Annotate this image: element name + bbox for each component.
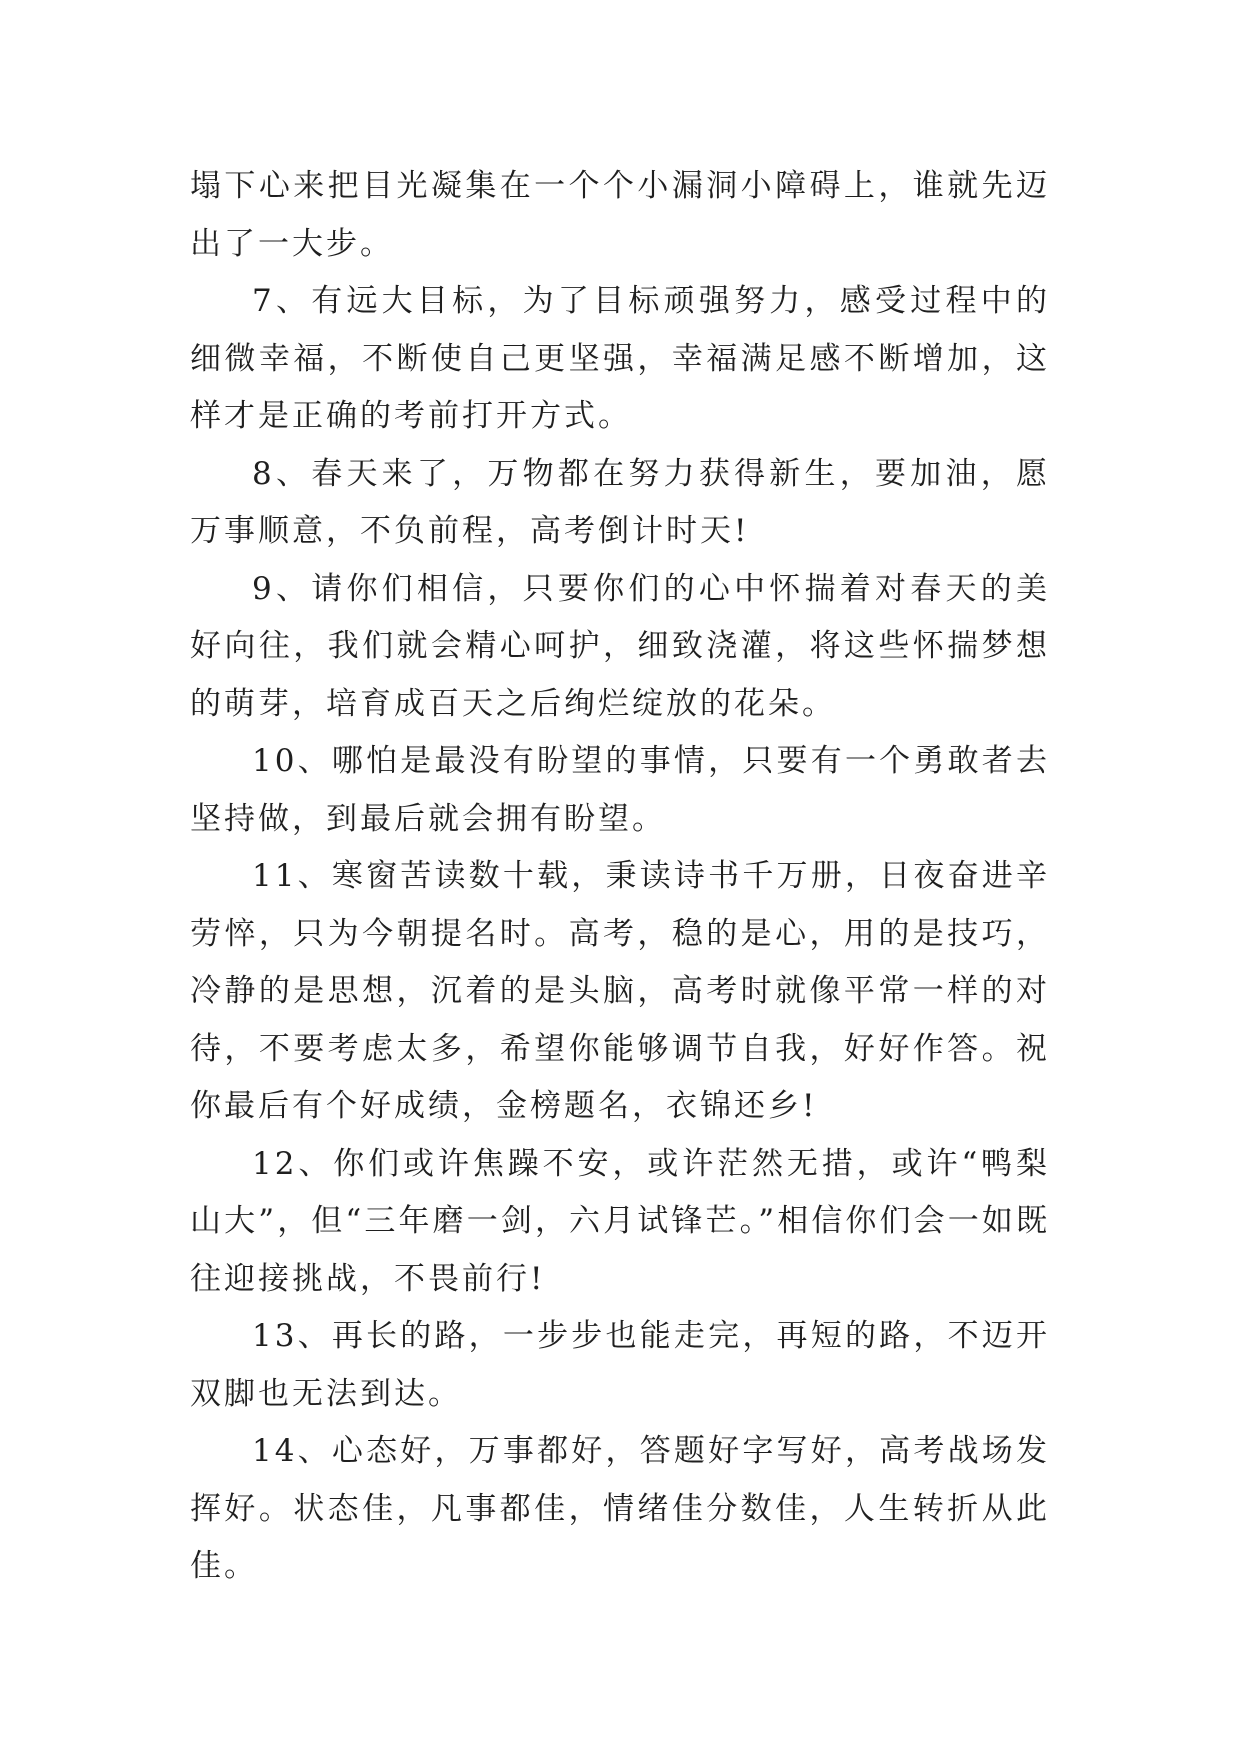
paragraph-10: 10、哪怕是最没有盼望的事情，只要有一个勇敢者去坚持做，到最后就会拥有盼望。 <box>190 743 1050 837</box>
paragraph-13: 13、再长的路，一步步也能走完，再短的路，不迈开双脚也无法到达。 <box>190 1318 1050 1412</box>
paragraph-14: 14、心态好，万事都好，答题好字写好，高考战场发挥好。状态佳，凡事都佳，情绪佳分数佳，人生转折从此佳。 <box>190 1433 1050 1584</box>
paragraph-7: 7、有远大目标，为了目标顽强努力，感受过程中的细微幸福，不断使自己更坚强，幸福满足感不断增加，这样才是正确的考前打开方式。 <box>190 283 1050 434</box>
paragraph-continuation: 塌下心来把目光凝集在一个个小漏洞小障碍上，谁就先迈出了一大步。 <box>190 168 1050 262</box>
paragraph-12: 12、你们或许焦躁不安，或许茫然无措，或许“鸭梨山大”，但“三年磨一剑，六月试锋芒。”相信你们会一如既往迎接挑战，不畏前行! <box>190 1145 1050 1297</box>
paragraph-8: 8、春天来了，万物都在努力获得新生，要加油，愿万事顺意，不负前程，高考倒计时天! <box>190 455 1050 549</box>
document-body <box>190 158 1050 1596</box>
paragraph-9: 9、请你们相信，只要你们的心中怀揣着对春天的美好向往，我们就会精心呵护，细致浇灌，将这些怀揣梦想的萌芽，培育成百天之后绚烂绽放的花朵。 <box>190 570 1050 722</box>
paragraph-11: 11、寒窗苦读数十载，秉读诗书千万册，日夜奋进辛劳悴，只为今朝提名时。高考，稳的是心，用的是技巧，冷静的是思想，沉着的是头脑，高考时就像平常一样的对待，不要考虑太多，希望你能够调节自我，好好作答。祝你最后有个好成绩，金榜题名，衣锦还乡! <box>190 858 1050 1124</box>
